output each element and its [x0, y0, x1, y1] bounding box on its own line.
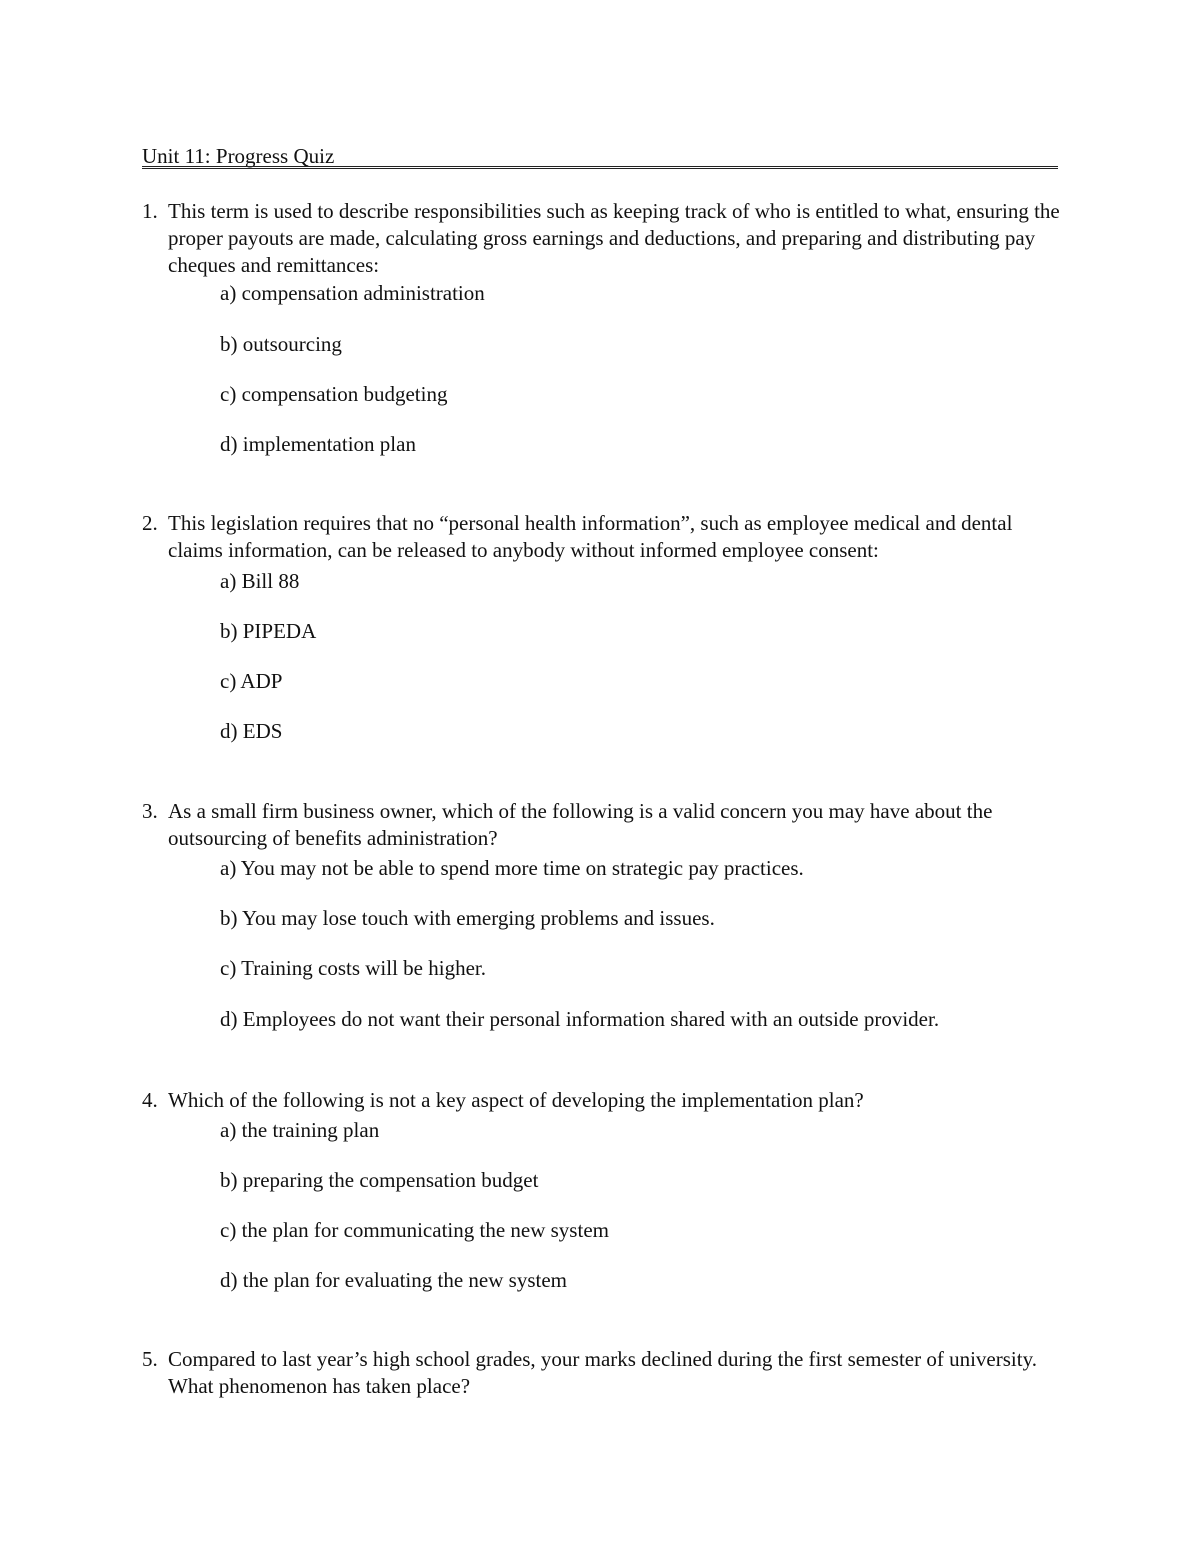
- question-3: [142, 798, 1062, 1031]
- option-a: a) Bill 88: [220, 569, 300, 593]
- option-a: a) compensation administration: [220, 281, 485, 305]
- title-underline: [142, 166, 1058, 169]
- option-d: d) EDS: [220, 719, 283, 743]
- question-4: [142, 1087, 1062, 1292]
- question-number: 3.: [142, 799, 158, 823]
- option-c: c) Training costs will be higher.: [220, 956, 486, 980]
- option-a: a) the training plan: [220, 1118, 380, 1142]
- option-c: c) ADP: [220, 669, 283, 693]
- option-d: d) implementation plan: [220, 432, 416, 456]
- question-stem: [142, 798, 1062, 852]
- option-a: a) You may not be able to spend more time on strategic pay practices.: [220, 856, 804, 880]
- question-stem: [142, 1346, 1062, 1400]
- question-5: [142, 1346, 1062, 1400]
- option-d: d) Employees do not want their personal information shared with an outside provider.: [220, 1007, 940, 1031]
- question-number: 2.: [142, 511, 158, 535]
- option-d: d) the plan for evaluating the new system: [220, 1268, 567, 1292]
- question-number: 1.: [142, 199, 158, 223]
- option-b: b) preparing the compensation budget: [220, 1168, 539, 1192]
- question-number: 4.: [142, 1088, 158, 1112]
- question-stem: [142, 1087, 1062, 1114]
- question-stem: [142, 198, 1062, 279]
- question-text: Compared to last year’s high school grades, your marks declined during the first semester of university. What phenomenon has taken place?: [168, 1347, 1037, 1398]
- option-b: b) You may lose touch with emerging problems and issues.: [220, 906, 715, 930]
- option-c: c) compensation budgeting: [220, 382, 448, 406]
- question-text: This legislation requires that no “personal health information”, such as employee medical and dental claims information, can be released to anybody without informed employee consent:: [168, 511, 1013, 562]
- question-text: Which of the following is not a key aspect of developing the implementation plan?: [168, 1088, 864, 1112]
- question-1: [142, 198, 1062, 456]
- question-text: This term is used to describe responsibilities such as keeping track of who is entitled to what, ensuring the proper payouts are made, calculating gross earnings and deductions, and preparing and distributing pay cheques and remittances:: [168, 199, 1060, 277]
- question-stem: [142, 510, 1062, 564]
- option-c: c) the plan for communicating the new system: [220, 1218, 609, 1242]
- page-title: Unit 11: Progress Quiz: [142, 144, 335, 168]
- option-b: b) PIPEDA: [220, 619, 317, 643]
- question-text: As a small firm business owner, which of the following is a valid concern you may have about the outsourcing of benefits administration?: [168, 799, 993, 850]
- question-number: 5.: [142, 1347, 158, 1371]
- question-2: [142, 510, 1062, 743]
- option-b: b) outsourcing: [220, 332, 342, 356]
